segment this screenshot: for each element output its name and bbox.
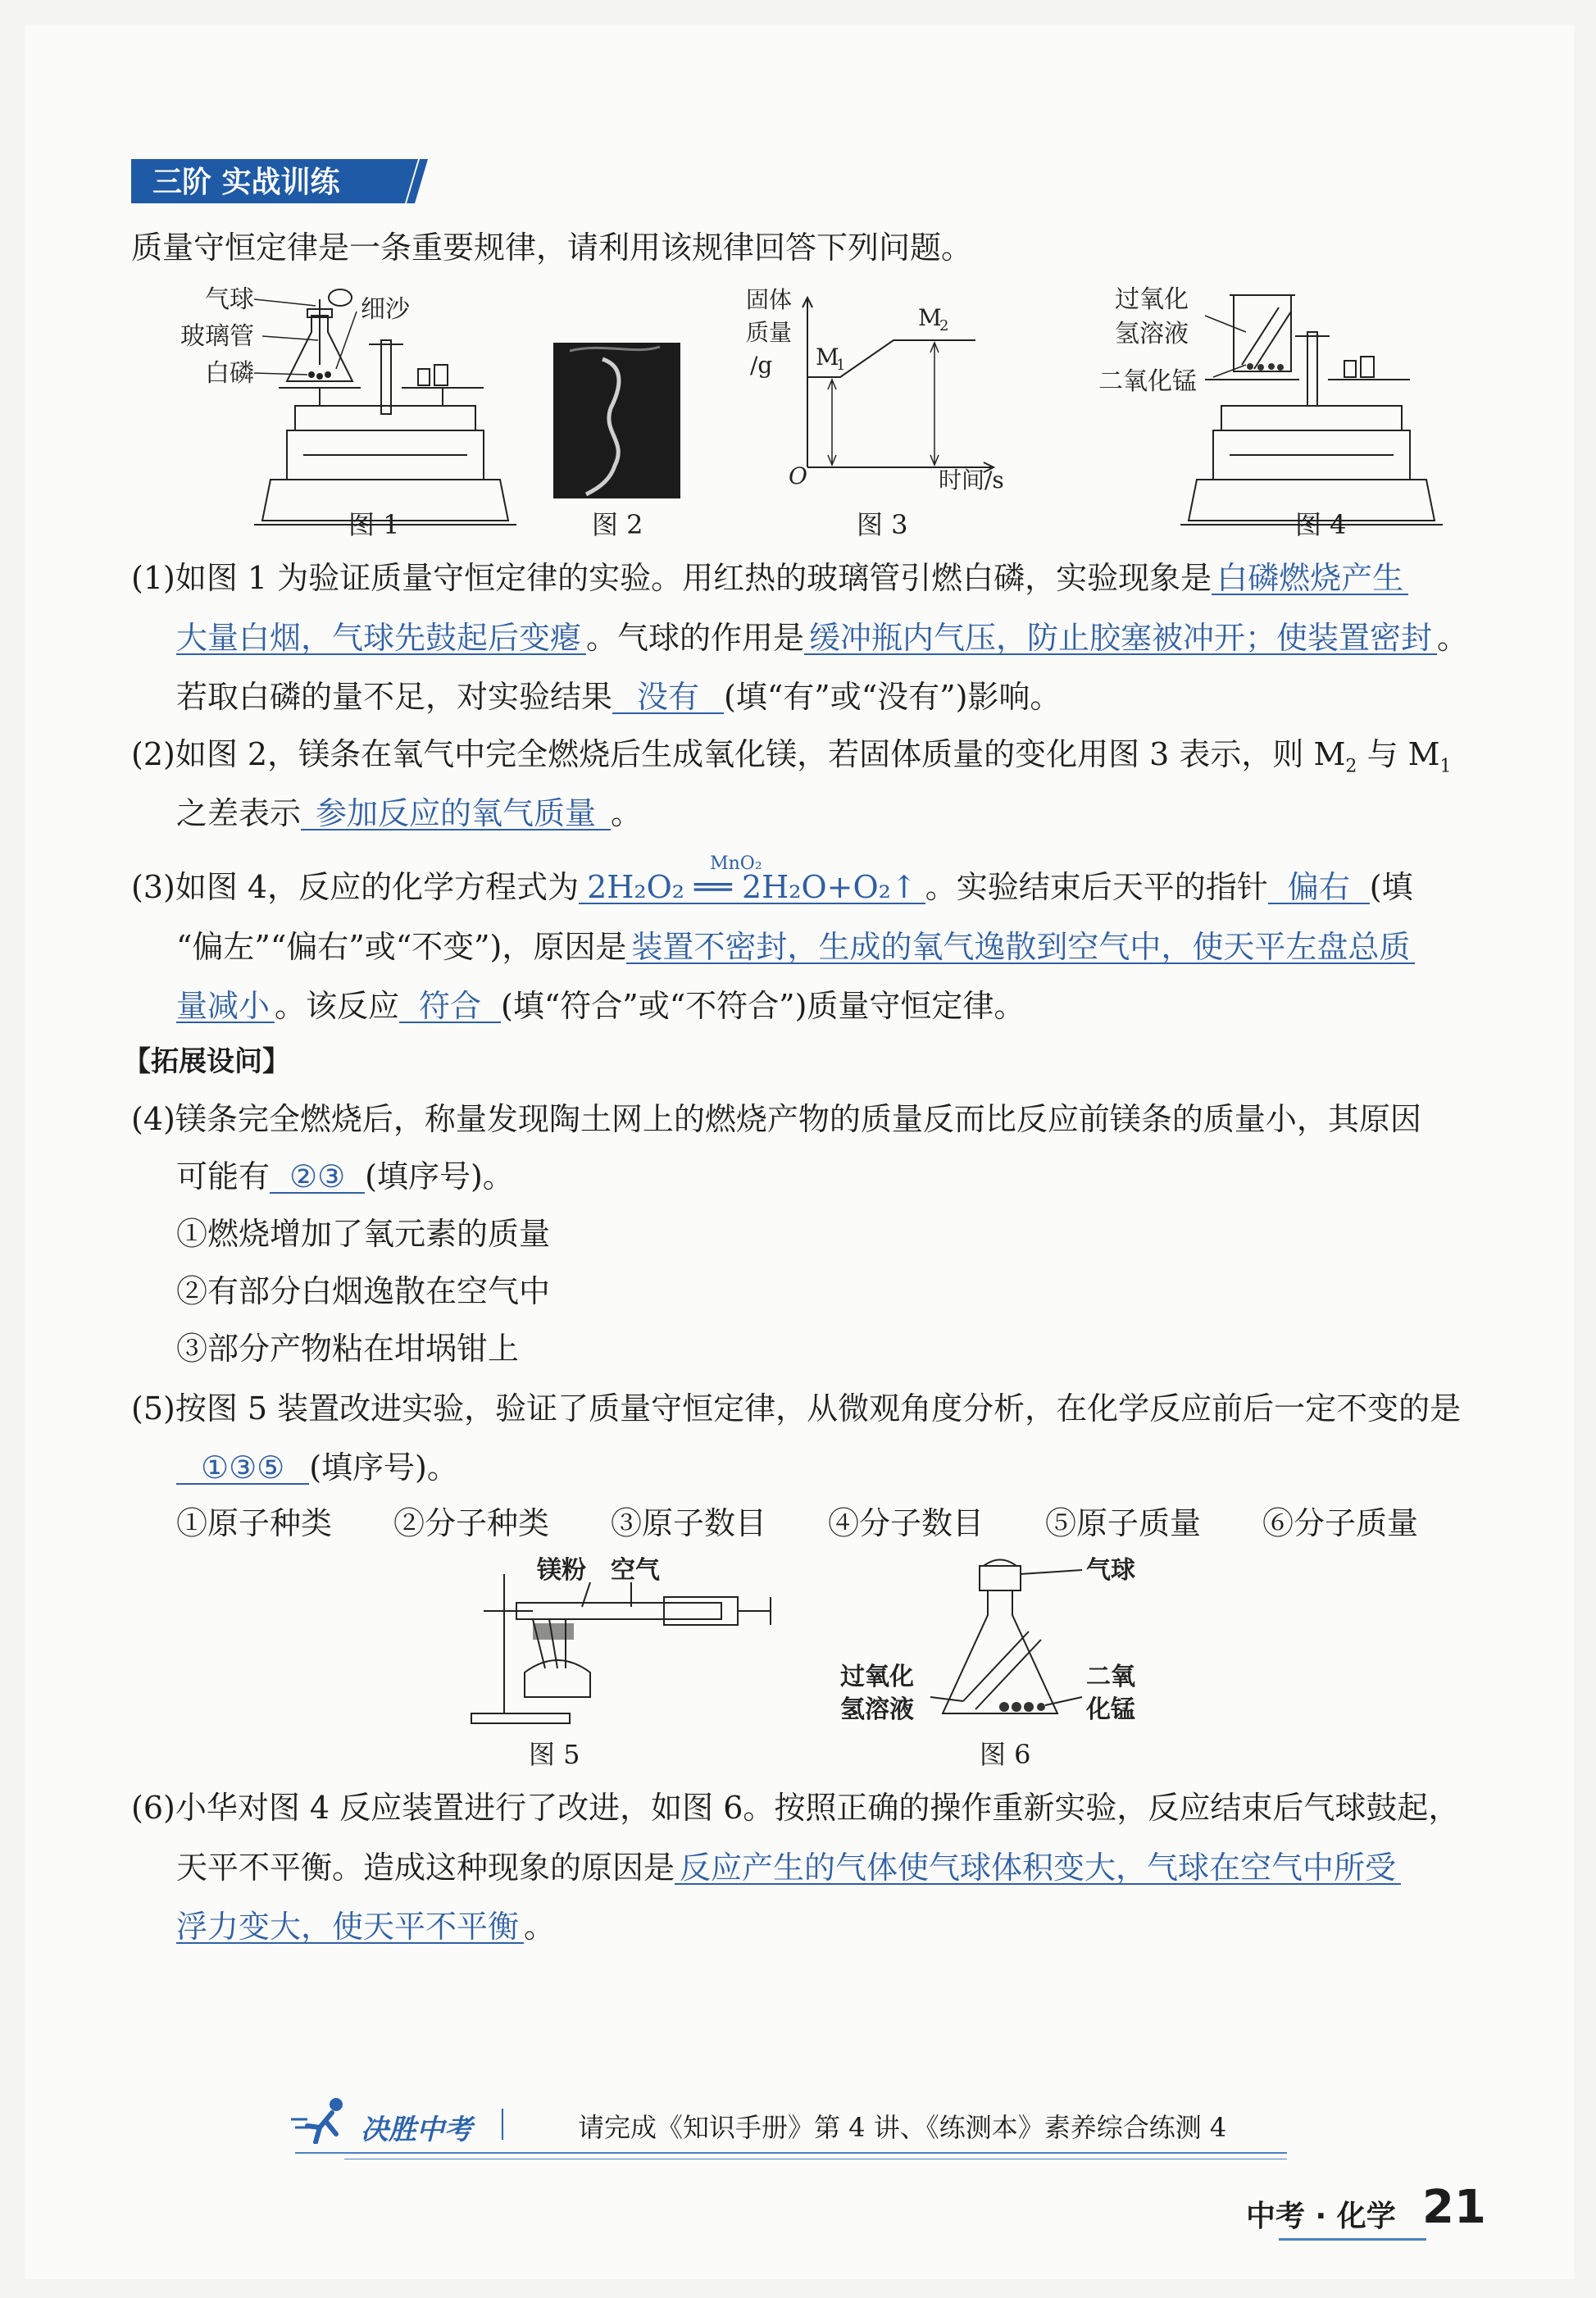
- q1-line-3: [176, 680, 1061, 714]
- footer-brand: 决胜中考: [361, 2114, 472, 2146]
- q3-equation: [579, 853, 925, 905]
- q5-answer: ①③⑤: [176, 1452, 309, 1485]
- q1-answer-1b: 大量白烟，气球先鼓起后变瘪: [176, 622, 586, 655]
- q3-equation-text: 2H₂O₂ ══ 2H₂O+O₂↑: [587, 869, 917, 905]
- q5-option-1: ①原子种类: [176, 1505, 333, 1541]
- q1-answer-3: 没有: [612, 681, 724, 714]
- fig4-caption: 图 4: [1295, 509, 1347, 540]
- fig4-label-2: 氢溶液: [1115, 320, 1189, 348]
- fig3-m1-sub: 1: [836, 357, 846, 374]
- q1-text-3: 若取白磷的量不足，对实验结果: [176, 679, 613, 715]
- figure-4-drawing: [1098, 283, 1443, 545]
- fig6-label-balloon: 气球: [1086, 1556, 1135, 1585]
- fig6-label-mno2-2: 化锰: [1086, 1695, 1135, 1724]
- q6-line-2: [176, 1851, 1401, 1885]
- fig1-label-balloon: 气球: [205, 285, 254, 314]
- q1-answer-1a: 白磷燃烧产生: [1212, 562, 1408, 595]
- fig5-label-air: 空气: [611, 1556, 660, 1585]
- q5-option-5: ⑤原子质量: [1045, 1505, 1202, 1541]
- q4-line-1: (4)镁条完全燃烧后，称量发现陶土网上的燃烧产物的质量反而比反应前镁条的质量小，其原因: [131, 1101, 1421, 1137]
- q1-text-2: 。气球的作用是: [586, 620, 805, 656]
- q3-answer-4: 符合: [399, 990, 501, 1023]
- section-header: [131, 156, 434, 207]
- q2-line-1: [131, 738, 1452, 784]
- figure-5-drawing: [467, 1549, 779, 1730]
- fig3-ylabel-2: 质量: [746, 319, 793, 346]
- q6-answer-a: 反应产生的气体使气球体积变大，气球在空气中所受: [675, 1852, 1401, 1885]
- fig1-label-phosphorus: 白磷: [205, 359, 254, 388]
- q5-option-3: ③原子数目: [611, 1505, 767, 1541]
- footer-rule: [295, 2152, 1287, 2154]
- q3-answer-3b: 量减小: [176, 990, 275, 1023]
- fig3-caption: 图 3: [857, 509, 908, 540]
- book-title: 中考 · 化学: [1246, 2200, 1396, 2233]
- q5-options: [176, 1507, 1418, 1540]
- q2-sub-2: 2: [1345, 756, 1357, 777]
- figure-1-drawing: [172, 283, 516, 545]
- fig1-caption: 图 1: [348, 509, 400, 540]
- q2-text-1: (2)如图 2，镁条在氧气中完全燃烧后生成氧化镁，若固体质量的变化用图 3 表示，则 M: [131, 736, 1346, 772]
- q5-option-4: ④分子数目: [828, 1505, 984, 1541]
- q3-text-1-end: (填: [1369, 869, 1413, 905]
- q2-answer: 参加反应的氧气质量: [301, 798, 611, 830]
- q3-text-1: (3)如图 4，反应的化学方程式为: [131, 869, 580, 905]
- fig1-label-sand: 细沙: [361, 295, 410, 324]
- fig3-m2: M: [918, 304, 942, 331]
- q5-line-1: (5)按图 5 装置改进实验，验证了质量守恒定律，从微观角度分析，在化学反应前后一定不变的是: [131, 1390, 1462, 1427]
- q4-option-3: ③部分产物粘在坩埚钳上: [176, 1331, 520, 1367]
- fig6-caption: 图 6: [980, 1739, 1031, 1770]
- q1-line-1: [131, 562, 1408, 595]
- fig5-caption: 图 5: [529, 1739, 580, 1770]
- q4-option-1: ①燃烧增加了氧元素的质量: [176, 1216, 551, 1252]
- section-header-text: 三阶 实战训练: [152, 166, 340, 199]
- q3-answer-2: 偏右: [1268, 871, 1370, 904]
- q4-text-2-post: (填序号)。: [365, 1158, 514, 1195]
- fig6-label-h2o2-2: 氢溶液: [840, 1695, 914, 1724]
- fig1-label-glass-tube: 玻璃管: [180, 322, 254, 351]
- q5-line-2: [176, 1451, 458, 1485]
- figure-6: [840, 1549, 1152, 1730]
- fig2-caption: 图 2: [592, 509, 643, 540]
- q6-text-2: 天平不平衡。造成这种现象的原因是: [176, 1850, 675, 1886]
- fig3-m1: M: [816, 344, 839, 371]
- q6-text-3-post: 。: [524, 1909, 556, 1945]
- q6-line-1: (6)小华对图 4 反应装置进行了改进，如图 6。按照正确的操作重新实验，反应结束后气球鼓起，: [131, 1790, 1460, 1826]
- q2-sub-1: 1: [1439, 756, 1452, 777]
- q5-option-6: ⑥分子质量: [1262, 1505, 1419, 1541]
- q4-answer: ②③: [270, 1161, 365, 1194]
- q1-line-2: [176, 621, 1468, 655]
- q3-text-3-end: (填“符合”或“不符合”)质量守恒定律。: [501, 988, 1025, 1024]
- figure-6-drawing: [840, 1549, 1152, 1730]
- page-number: 21: [1422, 2181, 1486, 2234]
- figure-1: [172, 283, 516, 545]
- fig4-label-3: 二氧化锰: [1098, 367, 1197, 396]
- figure-2-photo: [553, 343, 680, 498]
- fig3-xlabel: 时间/s: [939, 466, 1004, 494]
- q2-text-mid: 与 M: [1357, 736, 1440, 772]
- fig6-label-h2o2-1: 过氧化: [840, 1663, 914, 1691]
- q3-line-3: [176, 990, 1025, 1023]
- q3-line-2: [176, 931, 1415, 964]
- q2-line-2: [176, 797, 642, 830]
- page-number-underline: [1279, 2238, 1426, 2241]
- q4-line-2: [176, 1160, 514, 1194]
- q3-text-3-mid: 。该反应: [275, 988, 400, 1024]
- q4-option-2: ②有部分白烟逸散在空气中: [176, 1273, 551, 1309]
- q3-text-2: “偏左”“偏右”或“不变”)，原因是: [176, 929, 627, 965]
- q6-line-3: [176, 1910, 555, 1944]
- q1-text-1: (1)如图 1 为验证质量守恒定律的实验。用红热的玻璃管引燃白磷，实验现象是: [131, 560, 1212, 596]
- figure-4: [1098, 283, 1443, 545]
- q5-text-2-post: (填序号)。: [309, 1449, 458, 1486]
- q1-text-3-post: (填“有”或“没有”)影响。: [724, 679, 1062, 715]
- fig3-ylabel-3: /g: [750, 352, 773, 379]
- q2-text-2: 之差表示: [176, 795, 302, 831]
- q1-answer-2: 缓冲瓶内气压，防止胶塞被冲开；使装置密封: [804, 622, 1437, 655]
- q3-text-1-mid: 。实验结束后天平的指针: [925, 869, 1268, 905]
- section-header-badge: [131, 156, 434, 207]
- runner-logo-icon: [291, 2095, 357, 2144]
- intro-text: 质量守恒定律是一条重要规律，请利用该规律回答下列问题。: [131, 230, 973, 266]
- q3-answer-3a: 装置不密封，生成的氧气逸散到空气中，使天平左盘总质: [626, 931, 1415, 964]
- q1-text-2-end: 。: [1437, 620, 1469, 656]
- q3-catalyst: MnO₂: [710, 853, 762, 874]
- fig5-label-mg: 镁粉: [537, 1556, 586, 1585]
- q2-text-2-post: 。: [611, 795, 643, 831]
- fig3-origin: O: [789, 462, 807, 489]
- q3-line-1: [131, 853, 1413, 905]
- footer-divider: [502, 2109, 503, 2140]
- q5-option-2: ②分子种类: [393, 1505, 550, 1541]
- fig3-m2-sub: 2: [939, 317, 949, 334]
- q4-text-2: 可能有: [176, 1158, 271, 1195]
- figure-3-drawing: [730, 283, 1025, 504]
- fig4-label-1: 过氧化: [1115, 285, 1189, 314]
- figure-2-flame: [553, 343, 680, 498]
- figure-5: [467, 1549, 779, 1730]
- extend-title: 【拓展设问】: [123, 1045, 290, 1078]
- q6-answer-b: 浮力变大，使天平不平衡: [176, 1911, 524, 1944]
- figure-3-graph: [730, 283, 1025, 504]
- fig6-label-mno2-1: 二氧: [1086, 1663, 1135, 1691]
- fig3-ylabel-1: 固体: [746, 286, 793, 313]
- footer-note: 请完成《知识手册》第 4 讲、《练测本》素养综合练测 4: [578, 2112, 1227, 2143]
